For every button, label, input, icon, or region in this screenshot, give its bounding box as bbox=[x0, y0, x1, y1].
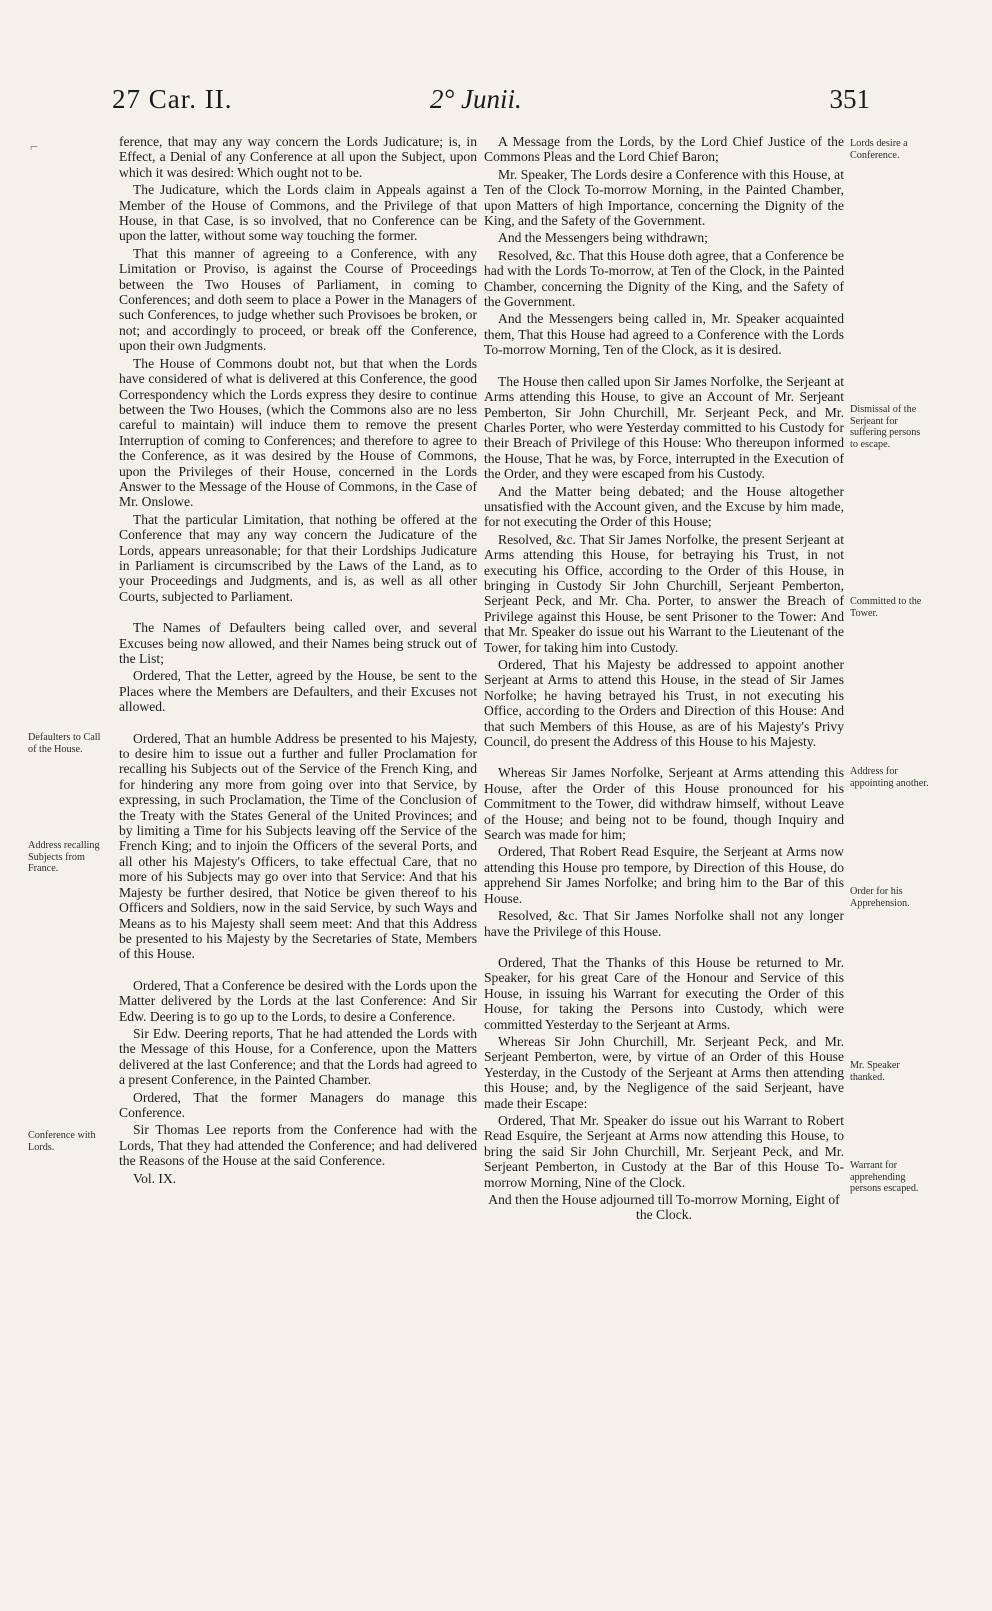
paragraph: ference, that may any way concern the Lords Judicature; is, in Effect, a Denial of any Conference at all upon the Subject, upon which it was desired: Which ought not to be. bbox=[119, 134, 477, 180]
margin-note-address-appointing: Address for appointing another. bbox=[850, 766, 929, 789]
margin-note-dismissal: Dismissal of the Serjeant for suffering persons to escape. bbox=[850, 404, 921, 450]
paragraph: The Judicature, which the Lords claim in Appeals against a Member of the House of Commons, and the Privilege of that House, in that Case, is so involved, that no Conference can be upon the latter, without some way touching the former. bbox=[119, 182, 477, 244]
paragraph: Whereas Sir James Norfolke, Serjeant at Arms attending this House, after the Order of this House pronounced for his Commitment to the Tower, did withdraw himself, without Leave of the House; and being not to be found, though Inquiry and Search was made for him; bbox=[484, 765, 844, 843]
left-column bbox=[119, 134, 477, 1188]
paragraph: Whereas Sir John Churchill, Mr. Serjeant Peck, and Mr. Serjeant Pemberton, were, by virtue of an Order of this House Yesterday, in the Custody of the Serjeant at Arms then attending this House; and, by the Negligence of the said Serjeant, have made their Escape: bbox=[484, 1033, 844, 1111]
paragraph: Ordered, That his Majesty be addressed to appoint another Serjeant at Arms to attend this House, in the stead of Sir James Norfolke; he having betrayed his Trust, in not executing his Office, according to the Orders and Direction of this House: And that such Members of this House, as are of his Majesty's Privy Council, do present the Address of this House to his Majesty. bbox=[484, 657, 844, 750]
corner-mark: ⌐ bbox=[30, 140, 38, 155]
paragraph: A Message from the Lords, by the Lord Chief Justice of the Commons Pleas and the Lord Chief Baron; bbox=[484, 134, 844, 165]
paragraph: That this manner of agreeing to a Conference, with any Limitation or Proviso, is against the Course of Proceedings between the Two Houses of Parliament, in coming to Conferences; and doth seem to place a Power in the Managers of such Conferences, to judge whether such Provisoes be broken, or not; and accordingly to proceed, or break off the Conference, upon their own Judgments. bbox=[119, 245, 477, 354]
paragraph: Ordered, That an humble Address be presented to his Majesty, to desire him to issue out a further and fuller Proclamation for recalling his Subjects out of the Service of the French King, and for hindering any more from going over into that Service, by expressing, in such Proclamation, the Time of the Conclusion of the Treaty with the States General of the United Provinces; and by limiting a Time for his Subjects leaving off the Service of the French King; and to injoin the Officers of the several Ports, and all other his Majesty's Officers, to take effectual Care, that no more of his Subjects may go over into that Service: And that his Majesty be further desired, that Notice be given thereof to his Officers and Soldiers, now in the said Service, by such Ways and Means as to his Majesty shall seem meet: And that this Address be presented to his Majesty by the Secretaries of State, Members of this House. bbox=[119, 730, 477, 962]
margin-note-lords-desire: Lords desire a Conference. bbox=[850, 138, 908, 161]
paragraph: Resolved, &c. That Sir James Norfolke, the present Serjeant at Arms attending this House, for betraying his Trust, in not executing his Office, according to the Order of this House, in bringing in Custody Sir John Churchill, Serjeant Pemberton, Serjeant Peck, and Mr. Cha. Porter, to answer the Breach of Privilege against this House, be sent Prisoner to the Tower: And that Mr. Speaker do issue out his Warrant to the Lieutenant of the Tower, for taking him into Custody. bbox=[484, 531, 844, 655]
paragraph: The Names of Defaulters being called over, and several Excuses being now allowed, and their Names being struck out of the List; bbox=[119, 620, 477, 666]
margin-note-speaker-thanked: Mr. Speaker thanked. bbox=[850, 1060, 900, 1083]
page-header bbox=[112, 84, 870, 128]
paragraph: Ordered, That the Letter, agreed by the House, be sent to the Places where the Members are Defaulters, and their Excuses not allowed. bbox=[119, 668, 477, 715]
paragraph: Ordered, That Mr. Speaker do issue out his Warrant to Robert Read Esquire, the Serjeant at Arms now attending this House, to bring the said Sir John Churchill, Mr. Serjeant Peck, and Mr. Serjeant Pemberton, in Custody at the Bar of this House To-morrow Morning, Nine of the Clock. bbox=[484, 1112, 844, 1190]
header-date: 2° Junii. bbox=[430, 84, 522, 114]
header-regnal-year: 27 Car. II. bbox=[112, 84, 233, 114]
paragraph: Sir Edw. Deering reports, That he had attended the Lords with the Message of this House, for a Conference, upon the Matters delivered at the last Conference; and that the Lords had agreed to a present Conference, in the Painted Chamber. bbox=[119, 1025, 477, 1088]
margin-note-order-apprehension: Order for his Apprehension. bbox=[850, 886, 910, 909]
margin-note-conference-lords: Conference with Lords. bbox=[28, 1130, 96, 1153]
paragraph: The House of Commons doubt not, but that when the Lords have considered of what is delivered at this Conference, the good Correspondency which the Lords express they desire to continue between the Two Houses, (which the Commons also are no less careful to maintain) will induce them to remove the present Interruption of coming to Conferences; and therefore to agree to the Conference, as it was desired by the House of Commons, upon the Privileges of their House, concerned in the Lords Answer to the Message of the House of Commons, in the Case of Mr. Onslowe. bbox=[119, 355, 477, 510]
paragraph: And the Messengers being withdrawn; bbox=[498, 230, 708, 246]
paragraph: Resolved, &c. That Sir James Norfolke shall not any longer have the Privilege of this House. bbox=[484, 908, 844, 939]
margin-note-address-france: Address recalling Subjects from France. bbox=[28, 840, 100, 875]
page-number: 351 bbox=[829, 84, 870, 114]
paragraph: Mr. Speaker, The Lords desire a Conference with this House, at Ten of the Clock To-morrow Morning, in the Painted Chamber, upon Matters of high Importance, concerning the Dignity of the King, and the Safety of the Government. bbox=[484, 166, 844, 229]
paragraph: Ordered, That the former Managers do manage this Conference. bbox=[119, 1089, 477, 1120]
paragraph: And the Matter being debated; and the House altogether unsatisfied with the Account given, and the Excuse by him made, for not executing the Order of this House; bbox=[484, 483, 844, 530]
right-column bbox=[484, 134, 844, 1225]
paragraph: The House then called upon Sir James Norfolke, the Serjeant at Arms attending this House, to give an Account of Mr. Serjeant Pemberton, Sir John Churchill, Mr. Serjeant Peck, and Mr. Charles Porter, who were Yesterday committed to his Custody for their Breach of Privilege of this House: Who thereupon informed the House, That he was, by Force, interrupted in the Execution of the Order, and they were escaped from his Custody. bbox=[484, 373, 844, 482]
paragraph: And the Messengers being called in, Mr. Speaker acquainted them, That this House had agreed to a Conference with the Lords To-morrow Morning, Ten of the Clock, as it is desired. bbox=[484, 311, 844, 358]
paragraph: Ordered, That the Thanks of this House be returned to Mr. Speaker, for his great Care of the Honour and Service of this House, in issuing his Warrant for executing the Order of this House, for taking the Persons into Custody, which were committed Yesterday to the Serjeant at Arms. bbox=[484, 954, 844, 1032]
paragraph: Resolved, &c. That this House doth agree, that a Conference be had with the Lords To-morrow, at Ten of the Clock, in the Painted Chamber, concerning the Dignity of the King, and the Safety of the Government. bbox=[484, 247, 844, 310]
margin-note-defaulters: Defaulters to Call of the House. bbox=[28, 732, 101, 755]
paragraph: Ordered, That a Conference be desired with the Lords upon the Matter delivered by the Lords at the last Conference: And Sir Edw. Deering is to go up to the Lords, to desire a Conference. bbox=[119, 977, 477, 1024]
margin-note-committed: Committed to the Tower. bbox=[850, 596, 922, 619]
margin-note-warrant: Warrant for apprehending persons escaped. bbox=[850, 1160, 919, 1195]
paragraph: Sir Thomas Lee reports from the Conference had with the Lords, That they had attended the Conference; and had delivered the Reasons of the House at the said Conference. bbox=[119, 1122, 477, 1169]
paragraph: That the particular Limitation, that nothing be offered at the Conference that may any way concern the Judicature of the Lords, appears unreasonable; for that their Lordships Judicature in Parliament is circumscribed by the Laws of the Land, as to your Proceedings and Judgments, and is, as well as all other Courts, subjected to Parliament. bbox=[119, 511, 477, 604]
paragraph: Ordered, That Robert Read Esquire, the Serjeant at Arms now attending this House pro tempore, by Direction of this House, do apprehend Sir James Norfolke; and bring him to the Bar of this House. bbox=[484, 844, 844, 906]
volume-label: Vol. IX. bbox=[133, 1170, 177, 1186]
adjournment-line: And then the House adjourned till To-morrow Morning, Eight of the Clock. bbox=[488, 1192, 840, 1223]
